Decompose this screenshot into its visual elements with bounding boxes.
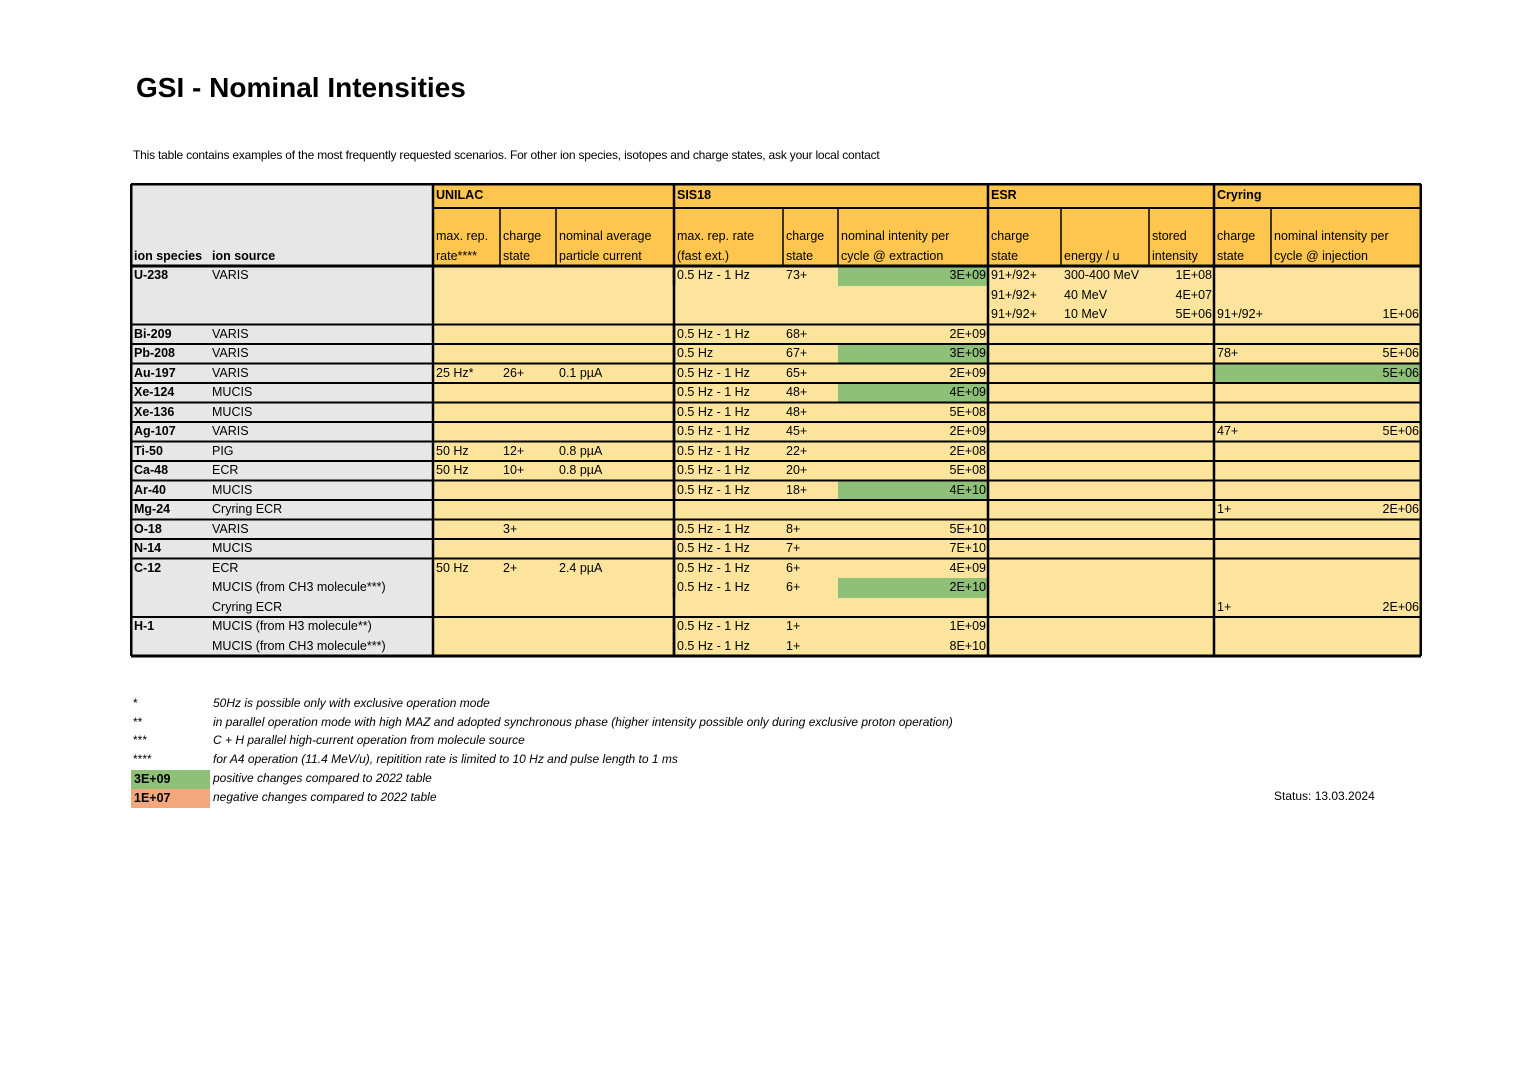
sis18-intensity: 5E+08: [949, 404, 986, 419]
sis18-rep-rate: 0.5 Hz - 1 Hz: [677, 482, 750, 497]
column-header: charge state: [786, 229, 825, 263]
ion-species: Ag-107: [134, 424, 176, 438]
ion-source: ECR: [212, 560, 239, 575]
sis18-intensity: 3E+09: [838, 266, 988, 286]
cryring-charge-state: 78+: [1217, 346, 1239, 360]
esr-stored-intensity: 1E+08: [1175, 268, 1212, 282]
sis18-charge-state: 67+: [786, 346, 808, 360]
sis18-intensity: 7E+10: [949, 541, 986, 555]
column-header: ion source: [212, 248, 276, 263]
ion-species: Xe-136: [134, 404, 175, 419]
ion-source: VARIS: [212, 268, 249, 282]
legend-text: positive changes compared to 2022 table: [213, 770, 432, 785]
intro-text: This table contains examples of the most frequently requested scenarios. For other ion species, isotopes and charge states, ask your local contact: [133, 148, 880, 162]
footnote-text: C + H parallel high-current operation from molecule source: [213, 733, 525, 748]
ion-source: VARIS: [212, 326, 249, 341]
ion-source: MUCIS: [212, 404, 253, 419]
esr-stored-intensity: 5E+06: [1175, 307, 1212, 321]
esr-stored-intensity: 4E+07: [1175, 287, 1212, 302]
sis18-intensity: 5E+08: [949, 463, 986, 477]
ion-source: VARIS: [212, 521, 249, 536]
ion-species: Pb-208: [134, 346, 175, 360]
unilac-current: 0.8 pµA: [559, 463, 603, 477]
cryring-intensity: 5E+06: [1382, 424, 1419, 438]
esr-energy: 300-400 MeV: [1064, 268, 1140, 282]
group-header-unilac: UNILAC: [436, 188, 484, 202]
ion-species: Ti-50: [134, 443, 163, 458]
esr-energy: 40 MeV: [1064, 287, 1108, 302]
sis18-intensity: 4E+09: [838, 383, 988, 403]
cryring-charge-state: 91+/92+: [1217, 307, 1263, 321]
sis18-charge-state: 7+: [786, 541, 801, 555]
sis18-intensity: 8E+10: [949, 638, 986, 653]
footnote-mark: **: [133, 714, 143, 729]
unilac-current: 0.1 pµA: [559, 365, 603, 380]
footnote-text: in parallel operation mode with high MAZ and adopted synchronous phase (higher intensity possible only during exclusive proton operation): [213, 714, 953, 729]
page-title: GSI - Nominal Intensities: [136, 72, 466, 103]
column-header: nominal average particle current: [559, 229, 652, 263]
unilac-rep-rate: 50 Hz: [436, 463, 469, 477]
footnote-mark: ***: [133, 733, 148, 748]
footnote-mark: *: [133, 696, 138, 710]
sis18-intensity: 2E+09: [949, 326, 986, 341]
esr-charge-state: 91+/92+: [991, 287, 1037, 302]
sis18-intensity: 4E+10: [838, 481, 988, 501]
sis18-charge-state: 22+: [786, 443, 808, 458]
unilac-charge-state: 3+: [503, 521, 518, 536]
sis18-charge-state: 73+: [786, 268, 808, 282]
sis18-rep-rate: 0.5 Hz - 1 Hz: [677, 463, 750, 477]
column-header: nominal intenity per cycle @ extraction: [841, 229, 950, 263]
sis18-charge-state: 1+: [786, 638, 801, 653]
unilac-charge-state: 10+: [503, 463, 525, 477]
cryring-charge-state: 1+: [1217, 502, 1232, 516]
sis18-intensity: 5E+10: [949, 521, 986, 536]
sis18-rep-rate: 0.5 Hz - 1 Hz: [677, 365, 750, 380]
column-header: nominal intensity per cycle @ injection: [1274, 229, 1389, 263]
sis18-rep-rate: 0.5 Hz - 1 Hz: [677, 541, 750, 555]
sis18-rep-rate: 0.5 Hz - 1 Hz: [677, 404, 750, 419]
sis18-charge-state: 68+: [786, 326, 808, 341]
cryring-intensity: 5E+06: [1382, 365, 1419, 380]
cryring-charge-state: 47+: [1217, 424, 1239, 438]
ion-species: Ar-40: [134, 482, 166, 497]
ion-source: Cryring ECR: [212, 502, 283, 516]
column-header: max. rep. rate****: [436, 229, 489, 263]
ion-source: ECR: [212, 463, 239, 477]
unilac-rep-rate: 25 Hz*: [436, 365, 474, 380]
footnote-mark: ****: [133, 752, 152, 767]
sis18-charge-state: 48+: [786, 404, 808, 419]
unilac-rep-rate: 50 Hz: [436, 443, 469, 458]
cryring-intensity: 1E+06: [1382, 307, 1419, 321]
sis18-intensity: 2E+10: [838, 578, 988, 598]
group-header-esr: ESR: [991, 188, 1017, 202]
sis18-rep-rate: 0.5 Hz - 1 Hz: [677, 521, 750, 536]
unilac-charge-state: 2+: [503, 560, 518, 575]
legend-swatch: 1E+07: [131, 789, 210, 808]
sis18-intensity: 2E+09: [949, 424, 986, 438]
column-header: charge state: [1217, 229, 1256, 263]
intensity-table: [131, 184, 1421, 658]
column-header: charge state: [991, 229, 1030, 263]
unilac-charge-state: 26+: [503, 365, 525, 380]
ion-source: MUCIS: [212, 385, 253, 399]
sis18-charge-state: 8+: [786, 521, 801, 536]
ion-species: N-14: [134, 541, 162, 555]
cryring-intensity: 2E+06: [1382, 502, 1419, 516]
cryring-intensity: 5E+06: [1382, 346, 1419, 360]
sis18-rep-rate: 0.5 Hz - 1 Hz: [677, 619, 750, 633]
group-header-sis18: SIS18: [677, 188, 712, 202]
sis18-charge-state: 6+: [786, 580, 801, 594]
sis18-charge-state: 20+: [786, 463, 808, 477]
unilac-charge-state: 12+: [503, 443, 525, 458]
sis18-rep-rate: 0.5 Hz - 1 Hz: [677, 385, 750, 399]
column-header: energy / u: [1064, 248, 1120, 263]
ion-source: MUCIS: [212, 482, 253, 497]
sis18-rep-rate: 0.5 Hz - 1 Hz: [677, 424, 750, 438]
sis18-intensity: 3E+09: [838, 344, 988, 364]
table-grid-lines: [130, 183, 1422, 659]
unilac-rep-rate: 50 Hz: [436, 560, 469, 575]
ion-source: VARIS: [212, 346, 249, 360]
ion-species: Xe-124: [134, 385, 175, 399]
status-date: Status: 13.03.2024: [1274, 789, 1375, 803]
sis18-intensity: 2E+09: [949, 365, 986, 380]
footnote-text: for A4 operation (11.4 MeV/u), repitition rate is limited to 10 Hz and pulse length to 1 ms: [213, 752, 678, 767]
esr-charge-state: 91+/92+: [991, 307, 1037, 321]
esr-charge-state: 91+/92+: [991, 268, 1037, 282]
column-header: max. rep. rate (fast ext.): [677, 229, 755, 263]
sis18-rep-rate: 0.5 Hz - 1 Hz: [677, 560, 750, 575]
ion-species: C-12: [134, 560, 162, 575]
column-header: ion species: [134, 248, 203, 263]
ion-species: Mg-24: [134, 502, 171, 516]
sis18-charge-state: 1+: [786, 619, 801, 633]
sis18-rep-rate: 0.5 Hz - 1 Hz: [677, 326, 750, 341]
ion-source: MUCIS: [212, 541, 253, 555]
ion-source: Cryring ECR: [212, 599, 283, 614]
sis18-rep-rate: 0.5 Hz - 1 Hz: [677, 443, 750, 458]
ion-species: Au-197: [134, 365, 176, 380]
ion-source: PIG: [212, 443, 234, 458]
ion-species: Ca-48: [134, 463, 169, 477]
legend-text: negative changes compared to 2022 table: [213, 789, 437, 804]
cryring-charge-state: 1+: [1217, 599, 1232, 614]
cryring-intensity: 2E+06: [1382, 599, 1419, 614]
esr-energy: 10 MeV: [1064, 307, 1108, 321]
sis18-charge-state: 48+: [786, 385, 808, 399]
column-header: stored intensity: [1152, 229, 1198, 263]
unilac-current: 2.4 pµA: [559, 560, 603, 575]
ion-species: U-238: [134, 268, 169, 282]
sis18-rep-rate: 0.5 Hz: [677, 346, 714, 360]
unilac-current: 0.8 pµA: [559, 443, 603, 458]
legend-swatch: 3E+09: [131, 770, 210, 789]
sis18-rep-rate: 0.5 Hz - 1 Hz: [677, 638, 750, 653]
sis18-intensity: 2E+08: [949, 443, 986, 458]
group-header-cryring: Cryring: [1217, 188, 1262, 202]
sis18-charge-state: 65+: [786, 365, 808, 380]
ion-species: Bi-209: [134, 326, 172, 341]
ion-species: O-18: [134, 521, 162, 536]
ion-source: MUCIS (from CH3 molecule***): [212, 580, 386, 594]
ion-source: MUCIS (from CH3 molecule***): [212, 638, 386, 653]
sis18-intensity: 4E+09: [949, 560, 986, 575]
sis18-rep-rate: 0.5 Hz - 1 Hz: [677, 580, 750, 594]
ion-source: VARIS: [212, 365, 249, 380]
sis18-charge-state: 18+: [786, 482, 808, 497]
ion-source: VARIS: [212, 424, 249, 438]
ion-source: MUCIS (from H3 molecule**): [212, 619, 372, 633]
ion-species: H-1: [134, 619, 155, 633]
sis18-intensity: 1E+09: [949, 619, 986, 633]
sis18-rep-rate: 0.5 Hz - 1 Hz: [677, 268, 750, 282]
footnote-text: 50Hz is possible only with exclusive operation mode: [213, 696, 490, 710]
sis18-charge-state: 45+: [786, 424, 808, 438]
sis18-charge-state: 6+: [786, 560, 801, 575]
column-header: charge state: [503, 229, 542, 263]
